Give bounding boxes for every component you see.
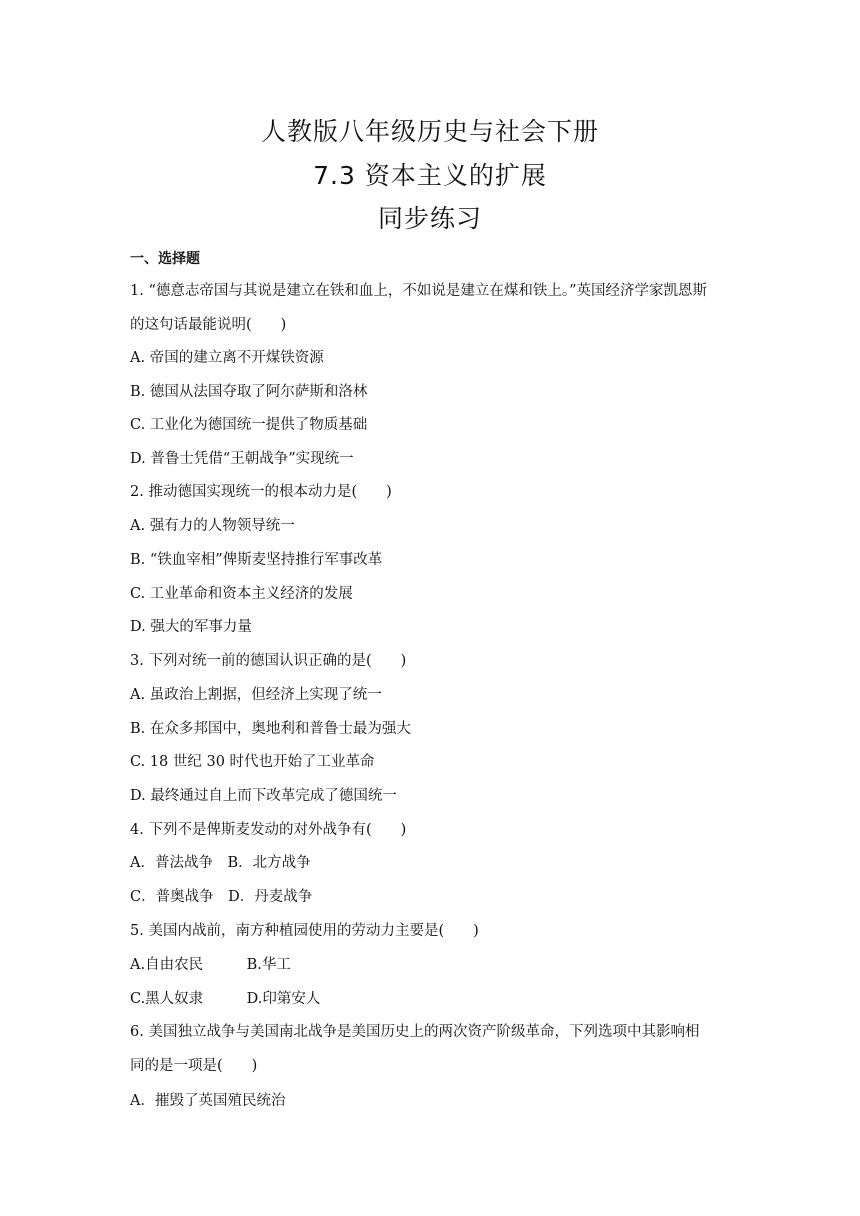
question-2-option-c: C. 工业革命和资本主义经济的发展 <box>130 586 353 602</box>
question-6-line-1: 6. 美国独立战争与美国南北战争是美国历史上的两次资产阶级革命，下列选项中其影响相 <box>130 1024 700 1040</box>
question-2-option-a: A. 强有力的人物领导统一 <box>130 518 295 534</box>
question-1-line-2: 的这句话最能说明( ) <box>130 317 287 333</box>
question-4-options-ab: A．普法战争 B．北方战争 <box>130 855 311 871</box>
question-1-option-b: B. 德国从法国夺取了阿尔萨斯和洛林 <box>130 384 368 400</box>
question-5-options-cd: C.黑人奴隶 D.印第安人 <box>130 991 321 1007</box>
question-3-stem: 3. 下列对统一前的德国认识正确的是( ) <box>130 653 407 669</box>
question-3-option-d: D. 最终通过自上而下改革完成了德国统一 <box>130 788 397 804</box>
question-5-options-ab: A.自由农民 B.华工 <box>130 957 291 973</box>
question-6-line-2: 同的是一项是( ) <box>130 1058 258 1074</box>
question-1-option-a: A. 帝国的建立离不开煤铁资源 <box>130 350 324 366</box>
lesson-title: 7.3 资本主义的扩展 <box>313 161 547 190</box>
section-heading: 一、选择题 <box>130 251 200 267</box>
question-2-option-d: D. 强大的军事力量 <box>130 619 252 635</box>
question-4-stem: 4. 下列不是俾斯麦发动的对外战争有( ) <box>130 822 407 838</box>
document-subtitle: 同步练习 <box>377 204 482 233</box>
question-3-option-b: B. 在众多邦国中，奥地利和普鲁士最为强大 <box>130 721 411 737</box>
question-1-line-1: 1. “德意志帝国与其说是建立在铁和血上，不如说是建立在煤和铁上。”英国经济学家凯恩斯 <box>130 283 708 299</box>
question-1-option-d: D. 普鲁士凭借“王朝战争”实现统一 <box>130 451 354 467</box>
question-5-stem: 5. 美国内战前，南方种植园使用的劳动力主要是( ) <box>130 923 479 939</box>
question-1-option-c: C. 工业化为德国统一提供了物质基础 <box>130 417 368 433</box>
question-2-stem: 2. 推动德国实现统一的根本动力是( ) <box>130 484 392 500</box>
question-3-option-c: C. 18 世纪 30 时代也开始了工业革命 <box>130 754 375 770</box>
document-title: 人教版八年级历史与社会下册 <box>260 117 599 146</box>
question-2-option-b: B. “铁血宰相”俾斯麦坚持推行军事改革 <box>130 552 383 568</box>
question-6-option-a: A．摧毁了英国殖民统治 <box>130 1093 286 1109</box>
question-3-option-a: A. 虽政治上割据，但经济上实现了统一 <box>130 687 382 703</box>
question-4-options-cd: C．普奥战争 D．丹麦战争 <box>130 889 313 905</box>
